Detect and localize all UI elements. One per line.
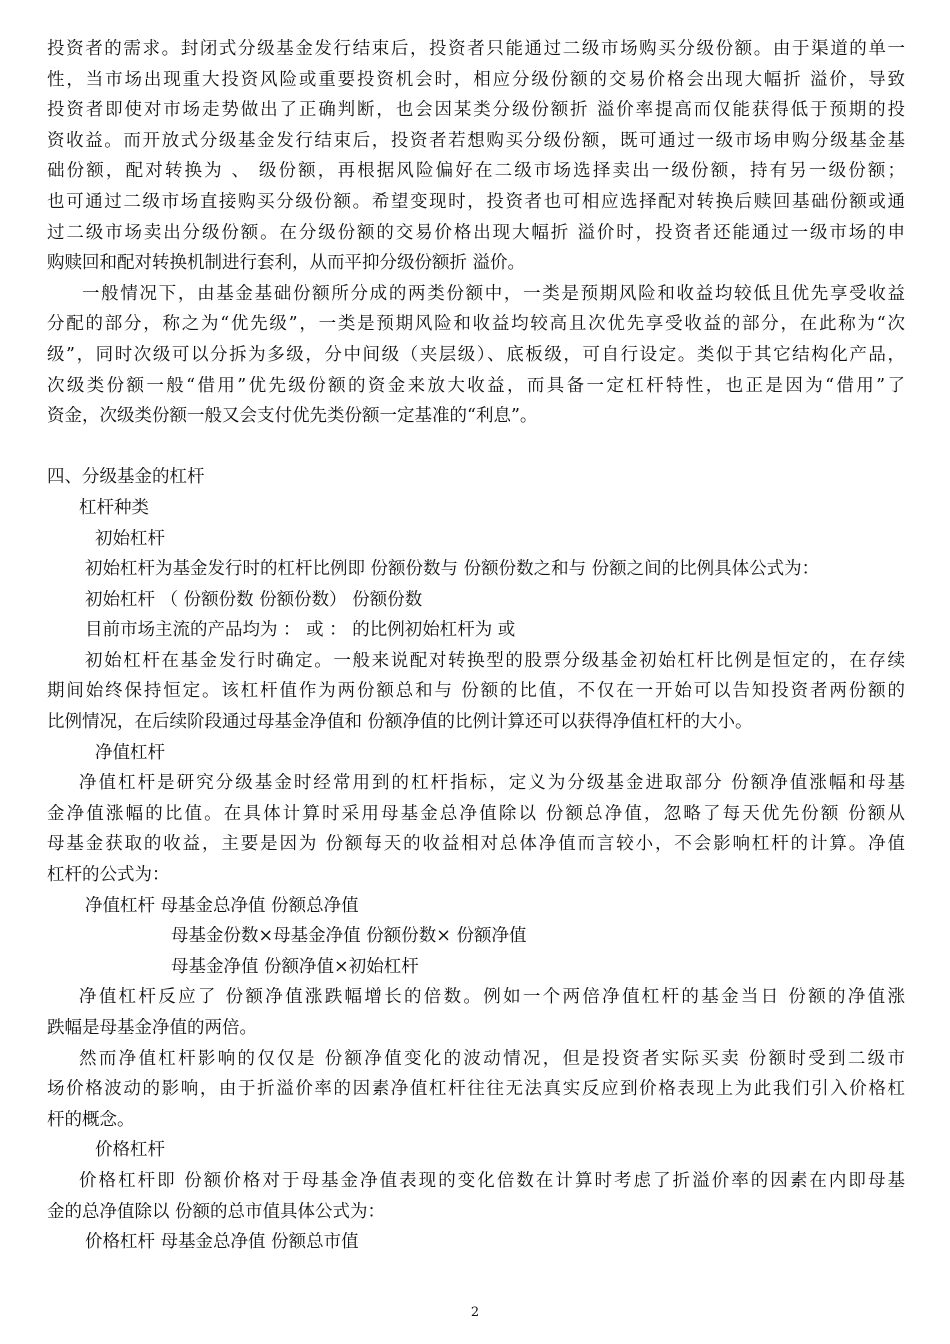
paragraph-line: 资收益。而开放式分级基金发行结束后，投资者若想购买分级份额，既可通过一级市场申购分级基金基 <box>47 130 905 151</box>
page-number: 2 <box>470 1305 480 1320</box>
paragraph-line: 初始杠杆为基金发行时的杠杆比例即 份额份数与 份额份数之和与 份额之间的比例具体公式为： <box>85 559 820 580</box>
paragraph-line: 净值杠杆是研究分级基金时经常用到的杠杆指标，定义为分级基金进取部分 份额净值涨幅和母基 <box>79 773 905 794</box>
paragraph-line: 过二级市场卖出分级份额。在分级份额的交易价格出现大幅折 溢价时，投资者还能通过一级市场的申 <box>47 222 905 243</box>
paragraph-line: 也可通过二级市场直接购买分级份额。希望变现时，投资者也可相应选择配对转换后赎回基础份额或通 <box>47 191 905 212</box>
formula-line: 母基金份数×母基金净值 份额份数× 份额净值 <box>171 926 527 947</box>
paragraph-line: 资金，次级类份额一般又会支付优先类份额一定基准的“利息”。 <box>47 406 538 427</box>
formula-line: 净值杠杆 母基金总净值 份额总净值 <box>85 895 359 916</box>
formula-line: 价格杠杆 母基金总净值 份额总市值 <box>85 1232 359 1253</box>
paragraph-line: 投资者即使对市场走势做出了正确判断，也会因某类分级份额折 溢价率提高而仅能获得低于预期的投 <box>47 100 905 121</box>
paragraph-line: 比例情况，在后续阶段通过母基金净值和 份额净值的比例计算还可以获得净值杠杆的大小。 <box>47 712 753 733</box>
formula-line: 母基金净值 份额净值×初始杠杆 <box>171 956 419 977</box>
section-heading: 四、分级基金的杠杆 <box>47 467 205 488</box>
paragraph-line: 一般情况下，由基金基础份额所分成的两类份额中，一类是预期风险和收益均较低且优先享受收益 <box>82 283 905 304</box>
paragraph-line: 杠杆的公式为： <box>47 865 170 886</box>
paragraph-line: 场价格波动的影响，由于折溢价率的因素净值杠杆往往无法真实反应到价格表现上为此我们引入价格杠 <box>47 1079 905 1100</box>
paragraph-line: 母基金获取的收益，主要是因为 份额每天的收益相对总体净值而言较小，不会影响杠杆的计算。净值 <box>47 834 905 855</box>
paragraph-line: 购赎回和配对转换机制进行套利，从而平抑分级份额折 溢价。 <box>47 253 526 274</box>
paragraph-line: 分配的部分，称之为“优先级”，一类是预期风险和收益均较高且次优先享受收益的部分，在此称为“次 <box>47 314 905 335</box>
paragraph-line: 目前市场主流的产品均为 ： 或 ： 的比例初始杠杆为 或 <box>85 620 516 641</box>
paragraph-line: 净值杠杆反应了 份额净值涨跌幅增长的倍数。例如一个两倍净值杠杆的基金当日 份额的净值涨 <box>79 987 905 1008</box>
subsection-heading: 初始杠杆 <box>95 528 165 549</box>
paragraph-line: 础份额，配对转换为 、 级份额，再根据风险偏好在二级市场选择卖出一级份额，持有另一级份额； <box>47 161 905 182</box>
paragraph-line: 次级类份额一般“借用”优先级份额的资金来放大收益，而具备一定杠杆特性，也正是因为“借用”了 <box>47 375 905 396</box>
paragraph-line: 性，当市场出现重大投资风险或重要投资机会时，相应分级份额的交易价格会出现大幅折 溢价，导致 <box>47 69 905 90</box>
paragraph-line: 投资者的需求。封闭式分级基金发行结束后，投资者只能通过二级市场购买分级份额。由于渠道的单一 <box>47 39 905 59</box>
subsection-heading: 净值杠杆 <box>95 742 165 763</box>
paragraph-line: 期间始终保持恒定。该杠杆值作为两份额总和与 份额的比值，不仅在一开始可以告知投资者两份额的 <box>47 681 905 702</box>
subsection-heading: 杠杆种类 <box>79 497 149 518</box>
paragraph-line: 级”，同时次级可以分拆为多级，分中间级（夹层级）、底板级，可自行设定。类似于其它结构化产品， <box>47 344 905 365</box>
paragraph-line: 杆的概念。 <box>47 1109 135 1130</box>
paragraph-line: 跌幅是母基金净值的两倍。 <box>47 1018 257 1038</box>
paragraph-line: 金的总净值除以 份额的总市值具体公式为： <box>47 1201 386 1222</box>
paragraph-line: 然而净值杠杆影响的仅仅是 份额净值变化的波动情况，但是投资者实际买卖 份额时受到二级市 <box>79 1048 905 1069</box>
paragraph-gap <box>47 432 905 463</box>
subsection-heading: 价格杠杆 <box>95 1140 165 1161</box>
paragraph-line: 金净值涨幅的比值。在具体计算时采用母基金总净值除以 份额总净值，忽略了每天优先份额 份额从 <box>47 803 905 824</box>
paragraph-line: 价格杠杆即 份额价格对于母基金净值表现的变化倍数在计算时考虑了折溢价率的因素在内即母基 <box>79 1170 905 1191</box>
paragraph-line: 初始杠杆在基金发行时确定。一般来说配对转换型的股票分级基金初始杠杆比例是恒定的，在存续 <box>85 650 905 671</box>
formula-line: 初始杠杆 （ 份额份数 份额份数） 份额份数 <box>85 589 423 610</box>
document-page <box>47 34 905 1258</box>
